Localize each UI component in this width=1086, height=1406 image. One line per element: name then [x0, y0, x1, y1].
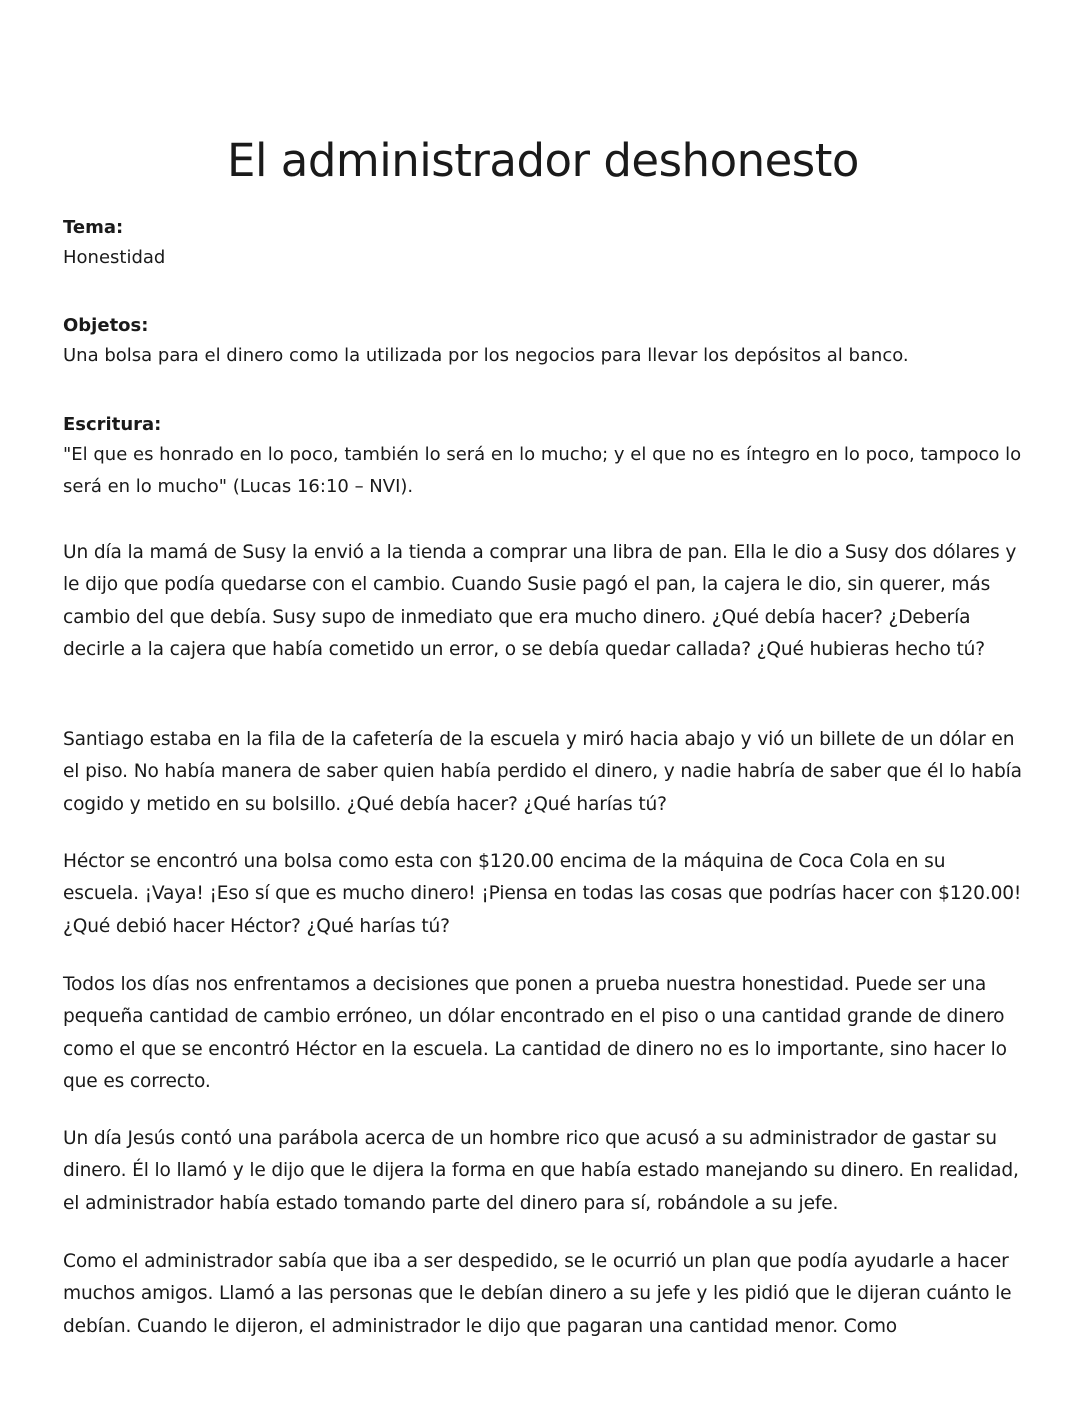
paragraph-5: Un día Jesús contó una parábola acerca de un hombre rico que acusó a su administrador de gastar su dinero. Él lo llamó y le dijo que le dijera la forma en que había estado manejando su dinero. En realidad, el administrador había estado tomando parte del dinero para sí, robándole a su jefe. — [63, 1128, 1019, 1214]
tema-section — [63, 214, 1023, 274]
objetos-section — [63, 312, 1023, 372]
page-title: El administrador deshonesto — [227, 134, 859, 187]
tema-value: Honestidad — [63, 247, 166, 268]
paragraph-6: Como el administrador sabía que iba a ser despedido, se le ocurrió un plan que podía ayudarle a hacer muchos amigos. Llamó a las personas que le debían dinero a su jefe y les pidió que le dijeran cuánto le debían. Cuando le dijeron, el administrador le dijo que pagaran una cantidad menor. Como — [63, 1251, 1012, 1337]
paragraph-4: Todos los días nos enfrentamos a decisiones que ponen a prueba nuestra honestidad. Puede ser una pequeña cantidad de cambio erróneo, un dólar encontrado en el piso o una cantidad grande de dinero como el que se encontró Héctor en la escuela. La cantidad de dinero no es lo importante, sino hacer lo que es correcto. — [63, 974, 1007, 1093]
paragraph-1: Un día la mamá de Susy la envió a la tienda a comprar una libra de pan. Ella le dio a Susy dos dólares y le dijo que podía quedarse con el cambio. Cuando Susie pagó el pan, la cajera le dio, sin querer, más cambio del que debía. Susy supo de inmediato que era mucho dinero. ¿Qué debía hacer? ¿Debería decirle a la cajera que había cometido un error, o se debía quedar callada? ¿Qué hubieras hecho tú? — [63, 542, 1017, 661]
objetos-value: Una bolsa para el dinero como la utilizada por los negocios para llevar los depósitos al banco. — [63, 345, 909, 366]
objetos-label: Objetos: — [63, 315, 149, 336]
paragraph-3: Héctor se encontró una bolsa como esta con $120.00 encima de la máquina de Coca Cola en su escuela. ¡Vaya! ¡Eso sí que es mucho dinero! ¡Piensa en todas las cosas que podrías hacer con $120.00! ¿Qué debió hacer Héctor? ¿Qué harías tú? — [63, 851, 1022, 937]
paragraph-2: Santiago estaba en la fila de la cafetería de la escuela y miró hacia abajo y vió un billete de un dólar en el piso. No había manera de saber quien había perdido el dinero, y nadie habría de saber que él lo había cogido y metido en su bolsillo. ¿Qué debía hacer? ¿Qué harías tú? — [63, 729, 1022, 815]
escritura-value: "El que es honrado en lo poco, también lo será en lo mucho; y el que no es íntegro en lo poco, tampoco lo será en lo mucho" (Lucas 16:10 – NVI). — [63, 444, 1022, 497]
escritura-label: Escritura: — [63, 414, 162, 435]
tema-label: Tema: — [63, 217, 124, 238]
escritura-section — [63, 411, 1023, 503]
